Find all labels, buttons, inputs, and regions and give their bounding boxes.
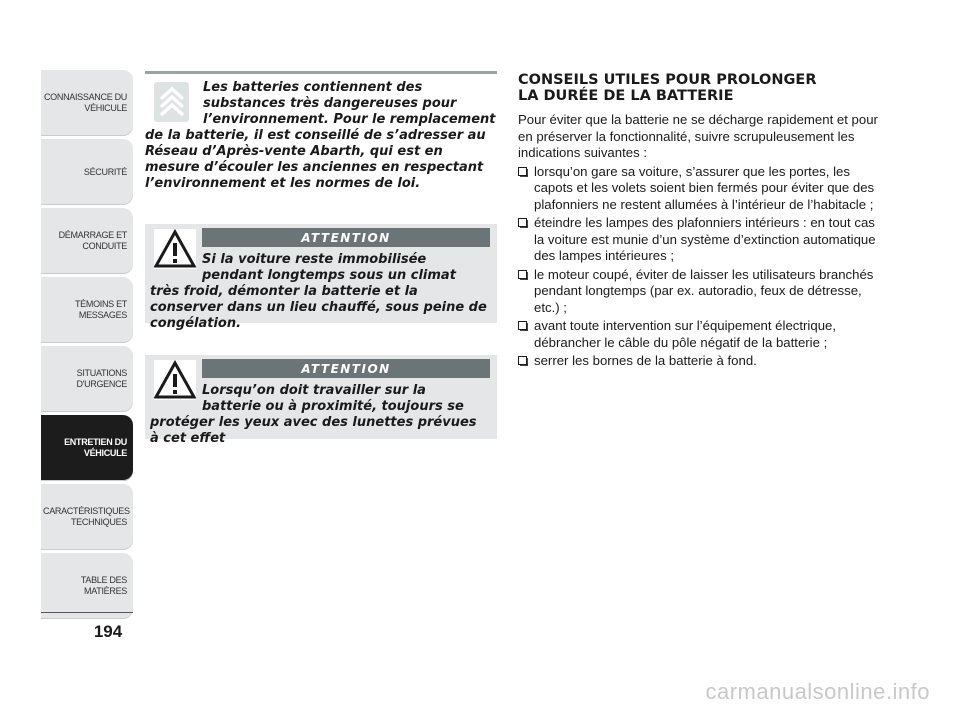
tab-securite[interactable]: [41, 139, 133, 205]
battery-tips-section: [518, 72, 878, 370]
watermark: carmanualsonline.info: [705, 679, 930, 704]
warning-box: [145, 355, 497, 446]
tab-label: CARACTÉRISTIQUES TECHNIQUES: [43, 506, 130, 527]
checkbox-bullet-icon: [518, 270, 528, 280]
checkbox-bullet-icon: [518, 356, 528, 366]
divider: [41, 612, 133, 613]
checkbox-bullet-icon: [518, 321, 528, 331]
checkbox-bullet-icon: [518, 167, 528, 177]
tab-table-matieres[interactable]: [41, 553, 133, 619]
environment-note: [145, 71, 497, 206]
tab-label: SÉCURITÉ: [83, 166, 127, 177]
intro-text: Pour éviter que la batterie ne se décharge rapidement et pour en préserver la fonctionnalité, suivre scrupuleusement les indications suivantes :: [518, 112, 878, 160]
checkbox-bullet-icon: [518, 218, 528, 228]
list-item: le moteur coupé, éviter de laisser les utilisateurs branchés pendant longtemps (par ex. autoradio, feux de détresse, etc.) ;: [518, 267, 878, 317]
tab-label: TABLE DES MATIÈRES: [80, 575, 127, 596]
list-item: avant toute intervention sur l’équipement électrique, débrancher le câble du pôle négatif de la batterie ;: [518, 318, 878, 351]
tab-entretien[interactable]: [41, 415, 133, 481]
page-number: 194: [93, 622, 123, 641]
list-item: éteindre les lampes des plafonniers intérieurs : en tout cas la voiture est munie d’un système d’extinction automatique des lampes intérieures ;: [518, 215, 878, 265]
list-item: lorsqu’on gare sa voiture, s’assurer que les portes, les capots et les volets soient bien fermés pour éviter que des plafonniers ne restent allumées à l’intérieur de l’habitacle ;: [518, 164, 878, 214]
tab-label: CONNAISSANCE DU VÉHICULE: [43, 92, 127, 113]
section-heading: CONSEILS UTILES POUR PROLONGER LA DURÉE DE LA BATTERIE: [518, 72, 817, 104]
tab-situations[interactable]: [41, 346, 133, 412]
warning-text: Lorsqu’on doit travailler sur la batterie ou à proximité, toujours se protéger les yeux avec des lunettes prévues à cet effet: [150, 383, 477, 446]
tab-label: SITUATIONS D'URGENCE: [76, 368, 127, 389]
tab-caracteristiques[interactable]: [41, 484, 133, 550]
environment-note-text: Les batteries contiennent des substances très dangereuses pour l’environnement. Pour le remplacement de la batterie, il est conseillé de s’adresser au Réseau d’Après-vente Abarth, qui est en mesure d’écouler les anciennes en respectant l’environnement et les normes de loi.: [145, 80, 496, 191]
warning-box: [145, 224, 497, 331]
environment-chevron-icon: [154, 82, 189, 122]
tab-temoins[interactable]: [41, 277, 133, 343]
tips-list: [518, 164, 878, 370]
tab-label: TÉMOINS ET MESSAGES: [74, 299, 127, 320]
tab-label: DÉMARRAGE ET CONDUITE: [58, 230, 127, 251]
list-item: serrer les bornes de la batterie à fond.: [518, 353, 878, 370]
tab-label: ENTRETIEN DU VÉHICULE: [64, 437, 127, 458]
tab-demarrage[interactable]: [41, 208, 133, 274]
tab-connaissance[interactable]: [41, 70, 133, 136]
attention-title: ATTENTION: [202, 359, 490, 378]
warning-text: Si la voiture reste immobilisée pendant longtemps sous un climat très froid, démonter la batterie et la conserver dans un lieu chauffé, sous peine de congélation.: [150, 252, 487, 331]
attention-title: ATTENTION: [202, 228, 490, 247]
